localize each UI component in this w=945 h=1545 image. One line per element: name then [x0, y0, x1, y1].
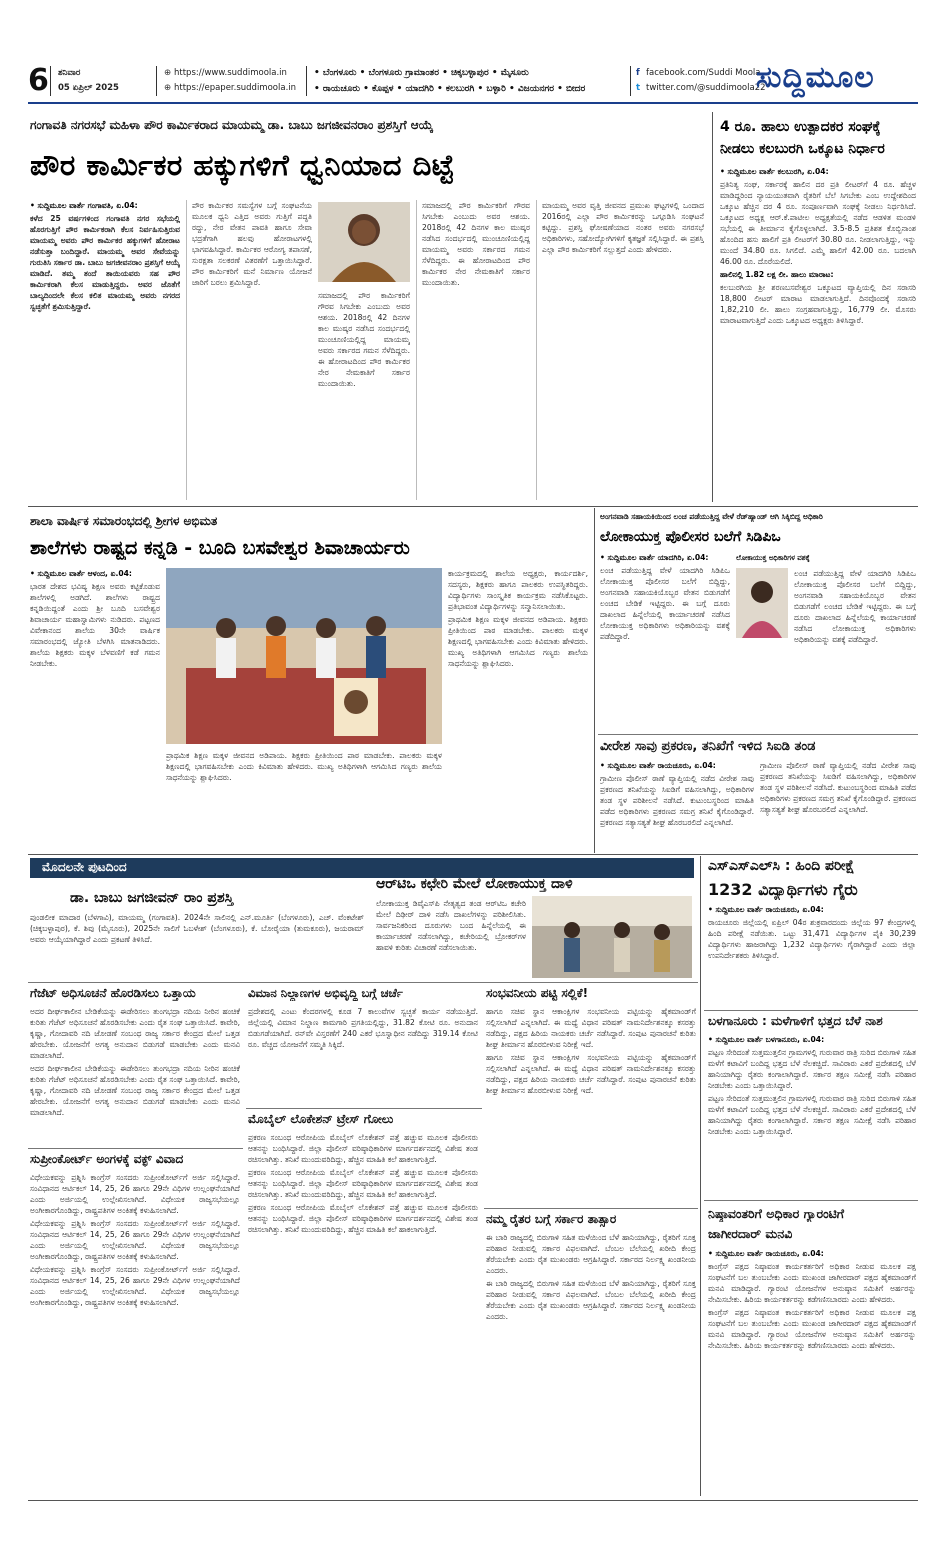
veeresh-headline: ವೀರೇಶ ಸಾವು ಪ್ರಕರಣ, ತನಿಖೆಗೆ ಇಳಿದ ಸಿಐಡಿ ತಂಡ — [600, 739, 816, 754]
district-list-1: • ಬೆಂಗಳೂರು • ಬೆಂಗಳೂರು ಗ್ರಾಮಾಂತರ • ಚಿಕ್ಕಬಳ್ಳಾಪುರ • ಮೈಸೂರು — [314, 68, 529, 78]
school-text-4: ಪ್ರಾಥಮಿಕ ಶಿಕ್ಷಣ ಮಕ್ಕಳ ಜೀವನದ ಅಡಿಪಾಯ. ಶಿಕ್ಷಕರು ಪ್ರೀತಿಯಿಂದ ಪಾಠ ಮಾಡಬೇಕು. ಪಾಲಕರು ಮಕ್ಕಳ ಶಿಕ್ಷಣದಲ್ಲಿ ಭಾಗವಹಿಸಬೇಕು ಎಂದು ಕಿವಿಮಾತು ಹೇಳಿದರು. ಮುಖ್ಯ ಅತಿಥಿಗಳಾಗಿ ಆಗಮಿಸಿದ ಗಣ್ಯರು ಶಾಲೆಯ ಸಾಧನೆಯನ್ನು ಶ್ಲಾಘಿಸಿದರು. — [448, 615, 588, 668]
newspaper-logo: ಸುದ್ದಿಮೂಲ — [756, 60, 875, 95]
rain-story — [708, 1034, 916, 1198]
column-rule — [186, 200, 187, 500]
section-rule — [28, 1148, 243, 1149]
school-text-1: ಭಾರತ ದೇಶದ ಭವಿಷ್ಯ ಶಿಕ್ಷಣ ಅವರು ಕಟ್ಟಿಕೊಡುವ ಶಾಲೆಗಳಲ್ಲಿ ಅಡಗಿದೆ. ಶಾಲೆಗಳು ರಾಷ್ಟ್ರದ ಕನ್ನಡಿಯಿದ್ದಂತೆ ಎಂದು ಶ್ರೀ ಬೂದಿ ಬಸವೇಶ್ವರ ಶಿವಾಚಾರ್ಯ ಮಹಾಸ್ವಾಮಿಗಳು ನುಡಿದರು. ಪಟ್ಟಣದ ವಿವೇಕಾನಂದ ಶಾಲೆಯ 30ನೇ ವಾರ್ಷಿಕ ಸಮಾರಂಭದಲ್ಲಿ ಜ್ಯೋತಿ ಬೆಳಗಿಸಿ ಮಾತನಾಡಿದರು. ಶಾಲೆಯ ಶಿಕ್ಷಕರು ಮಕ್ಕಳ ಬೆಳವಣಿಗೆ ಕಡೆ ಗಮನ ನೀಡಬೇಕು. — [30, 582, 160, 668]
continued-section-banner — [30, 858, 694, 878]
section-rule — [246, 1108, 482, 1109]
epaper-link[interactable]: https://epaper.suddimoola.in — [174, 83, 297, 93]
gazette-headline: ಗೆಜೆಟ್ ಅಧಿಸೂಚನೆ ಹೊರಡಿಸಲು ಒತ್ತಾಯ — [30, 986, 196, 1000]
school-column-1 — [30, 568, 160, 850]
raid-story — [376, 898, 526, 978]
lead-byline: • ಸುದ್ದಿಮೂಲ ವಾರ್ತೆ ಗಂಗಾವತಿ, ಏ.04: — [30, 201, 138, 210]
veeresh-text-2: ಗ್ರಾಮೀಣ ಪೊಲೀಸ್ ಠಾಣೆ ವ್ಯಾಪ್ತಿಯಲ್ಲಿ ನಡೆದ ವೀರೇಶ ಸಾವು ಪ್ರಕರಣದ ತನಿಖೆಯನ್ನು ಸಿಐಡಿಗೆ ವಹಿಸಲಾಗಿದ್ದು, ಅಧಿಕಾರಿಗಳ ತಂಡ ಸ್ಥಳ ಪರಿಶೀಲನೆ ನಡೆಸಿದೆ. ಕುಟುಂಬಸ್ಥರಿಂದ ಮಾಹಿತಿ ಪಡೆದ ಅಧಿಕಾರಿಗಳು ಪ್ರಕರಣದ ಸಮಗ್ರ ತನಿಖೆ ಕೈಗೊಂಡಿದ್ದಾರೆ. ಪ್ರಕರಣದ ಸತ್ಯಾಸತ್ಯತೆ ಶೀಘ್ರ ಹೊರಬರಲಿದೆ ಎನ್ನಲಾಗಿದೆ. — [760, 761, 916, 814]
jagir-text: ಕಾಂಗ್ರೆಸ್ ಪಕ್ಷದ ನಿಷ್ಠಾವಂತ ಕಾರ್ಯಕರ್ತರಿಗೆ ಅಧಿಕಾರ ನೀಡುವ ಮೂಲಕ ಪಕ್ಷ ಸಂಘಟನೆಗೆ ಬಲ ತುಂಬಬೇಕು ಎಂದು ಮುಖಂಡ ಜಾಗೀರದಾರ್ ಪಕ್ಷದ ಹೈಕಮಾಂಡ್‌ಗೆ ಮನವಿ ಮಾಡಿದ್ದಾರೆ. ಗ್ಯಾರಂಟಿ ಯೋಜನೆಗಳ ಅನುಷ್ಠಾನ ಸಮಿತಿಗೆ ಅರ್ಹರನ್ನು ನೇಮಿಸಬೇಕು. ಹಿರಿಯ ಕಾರ್ಯಕರ್ತರನ್ನು ಕಡೆಗಣಿಸಬಾರದು ಎಂದು ಹೇಳಿದರು. — [708, 1262, 916, 1304]
epaper-icon: ⊕ — [164, 83, 172, 93]
airport-story — [248, 1006, 478, 1106]
section-rule — [704, 1010, 918, 1011]
veeresh-story — [600, 760, 754, 850]
rain-text-2: ಪಟ್ಟಣ ಸೇರಿದಂತೆ ಸುತ್ತಮುತ್ತಲಿನ ಗ್ರಾಮಗಳಲ್ಲಿ ಗುರುವಾರ ರಾತ್ರಿ ಸುರಿದ ಬಿರುಗಾಳಿ ಸಹಿತ ಮಳೆಗೆ ಕಟಾವಿಗೆ ಬಂದಿದ್ದ ಭತ್ತದ ಬೆಳೆ ನೆಲಕಚ್ಚಿದೆ. ಸಾವಿರಾರು ಎಕರೆ ಪ್ರದೇಶದಲ್ಲಿ ಬೆಳೆ ಹಾನಿಯಾಗಿದ್ದು ರೈತರು ಕಂಗಾಲಾಗಿದ್ದಾರೆ. ಸರ್ಕಾರ ತಕ್ಷಣ ಸಮೀಕ್ಷೆ ನಡೆಸಿ ಪರಿಹಾರ ನೀಡಬೇಕು ಎಂದು ಒತ್ತಾಯಿಸಿದ್ದಾರೆ. — [708, 1094, 916, 1136]
lokayukta-text-2: ಲಂಚ ಪಡೆಯುತ್ತಿದ್ದ ವೇಳೆ ಯಾದಗಿರಿ ಸಿಡಿಪಿಒ ಲೋಕಾಯುಕ್ತ ಪೊಲೀಸರ ಬಲೆಗೆ ಬಿದ್ದಿದ್ದು, ಅಂಗನವಾಡಿ ಸಹಾಯಕಿಯೊಬ್ಬರ ವೇತನ ಬಿಡುಗಡೆಗೆ ಲಂಚದ ಬೇಡಿಕೆ ಇಟ್ಟಿದ್ದರು. ಈ ಬಗ್ಗೆ ದೂರು ದಾಖಲಾದ ಹಿನ್ನೆಲೆಯಲ್ಲಿ ಕಾರ್ಯಾಚರಣೆ ನಡೆಸಿದ ಲೋಕಾಯುಕ್ತ ಅಧಿಕಾರಿಗಳು ಅಧಿಕಾರಿಯನ್ನು ವಶಕ್ಕೆ ಪಡೆದಿದ್ದಾರೆ. — [794, 569, 916, 644]
school-kicker: ಶಾಲಾ ವಾರ್ಷಿಕ ಸಮಾರಂಭದಲ್ಲಿ ಶ್ರೀಗಳ ಅಭಿಮತ — [30, 514, 218, 528]
lead-text-3: ಸಮಾಜದಲ್ಲಿ ಪೌರ ಕಾರ್ಮಿಕರಿಗೆ ಗೌರವ ಸಿಗಬೇಕು ಎಂಬುದು ಅವರ ಆಶಯ. 2018ರಲ್ಲಿ 42 ದಿನಗಳ ಕಾಲ ಮುಷ್ಕರ ನಡೆಸಿದ ಸಂದರ್ಭದಲ್ಲಿ ಮುಂಚೂಣಿಯಲ್ಲಿದ್ದ ಮಾಯಮ್ಮ ಅವರು ಸರ್ಕಾರದ ಗಮನ ಸೆಳೆದಿದ್ದರು. ಈ ಹೋರಾಟದಿಂದ ಪೌರ ಕಾರ್ಮಿಕರ ನೇರ ನೇಮಕಾತಿಗೆ ಸರ್ಕಾರ ಮುಂದಾಯಿತು. — [318, 291, 410, 388]
mobile-text: ಪ್ರಕರಣ ಸಂಬಂಧ ಆರೋಪಿಯ ಮೊಬೈಲ್ ಲೊಕೇಶನ್ ಪತ್ತೆ ಹಚ್ಚುವ ಮೂಲಕ ಪೊಲೀಸರು ಆತನನ್ನು ಬಂಧಿಸಿದ್ದಾರೆ. ಜಿಲ್ಲಾ ಪೊಲೀಸ್ ವರಿಷ್ಠಾಧಿಕಾರಿಗಳ ಮಾರ್ಗದರ್ಶನದಲ್ಲಿ ವಿಶೇಷ ತಂಡ ರಚಿಸಲಾಗಿತ್ತು. ತನಿಖೆ ಮುಂದುವರಿದಿದ್ದು, ಹೆಚ್ಚಿನ ಮಾಹಿತಿ ಕಲೆ ಹಾಕಲಾಗುತ್ತಿದೆ. — [248, 1133, 478, 1164]
section-divider — [594, 508, 595, 853]
airport-headline: ವಿಮಾನ ನಿಲ್ದಾಣಗಳ ಅಭಿವೃದ್ಧಿ ಬಗ್ಗೆ ಚರ್ಚೆ — [248, 986, 403, 1000]
school-text-2: ಪ್ರಾಥಮಿಕ ಶಿಕ್ಷಣ ಮಕ್ಕಳ ಜೀವನದ ಅಡಿಪಾಯ. ಶಿಕ್ಷಕರು ಪ್ರೀತಿಯಿಂದ ಪಾಠ ಮಾಡಬೇಕು. ಪಾಲಕರು ಮಕ್ಕಳ ಶಿಕ್ಷಣದಲ್ಲಿ ಭಾಗವಹಿಸಬೇಕು ಎಂದು ಕಿವಿಮಾತು ಹೇಳಿದರು. ಮುಖ್ಯ ಅತಿಥಿಗಳಾಗಿ ಆಗಮಿಸಿದ ಗಣ್ಯರು ಶಾಲೆಯ ಸಾಧನೆಯನ್ನು ಶ್ಲಾಘಿಸಿದರು. — [166, 751, 442, 782]
jagir-text-2: ಕಾಂಗ್ರೆಸ್ ಪಕ್ಷದ ನಿಷ್ಠಾವಂತ ಕಾರ್ಯಕರ್ತರಿಗೆ ಅಧಿಕಾರ ನೀಡುವ ಮೂಲಕ ಪಕ್ಷ ಸಂಘಟನೆಗೆ ಬಲ ತುಂಬಬೇಕು ಎಂದು ಮುಖಂಡ ಜಾಗೀರದಾರ್ ಪಕ್ಷದ ಹೈಕಮಾಂಡ್‌ಗೆ ಮನವಿ ಮಾಡಿದ್ದಾರೆ. ಗ್ಯಾರಂಟಿ ಯೋಜನೆಗಳ ಅನುಷ್ಠಾನ ಸಮಿತಿಗೆ ಅರ್ಹರನ್ನು ನೇಮಿಸಬೇಕು. ಹಿರಿಯ ಕಾರ್ಯಕರ್ತರನ್ನು ಕಡೆಗಣಿಸಬಾರದು ಎಂದು ಹೇಳಿದರು. — [708, 1308, 916, 1350]
continued-section-label: ಮೊದಲನೇ ಪುಟದಿಂದ — [42, 860, 127, 874]
sslc-headline-1: ಎಸ್‌ಎಸ್‌ಎಲ್‌ಸಿ : ಹಿಂದಿ ಪರೀಕ್ಷೆ — [708, 858, 855, 874]
raid-text: ಲೋಕಾಯುಕ್ತ ಡಿವೈಎಸ್‌ಪಿ ನೇತೃತ್ವದ ತಂಡ ಆರ್‌ಟಿಒ ಕಚೇರಿ ಮೇಲೆ ದಿಢೀರ್ ದಾಳಿ ನಡೆಸಿ ದಾಖಲೆಗಳನ್ನು ಪರಿಶೀಲಿಸಿತು. ಸಾರ್ವಜನಿಕರಿಂದ ದೂರುಗಳು ಬಂದ ಹಿನ್ನೆಲೆಯಲ್ಲಿ ಈ ಕಾರ್ಯಾಚರಣೆ ನಡೆಸಲಾಗಿದ್ದು, ಕಚೇರಿಯಲ್ಲಿ ಬ್ರೋಕರ್‌ಗಳ ಹಾವಳಿ ಕುರಿತು ವಿಚಾರಣೆ ನಡೆಸಲಾಯಿತು. — [376, 899, 526, 952]
column-rule — [536, 200, 537, 500]
lead-column-5 — [542, 200, 704, 500]
milk-subhead: ಹಾಲಿನಲ್ಲಿ 1.82 ಲಕ್ಷ ಲೀ. ಹಾಲು ಮಾರಾಟ: — [720, 270, 834, 279]
veeresh-text: ಗ್ರಾಮೀಣ ಪೊಲೀಸ್ ಠಾಣೆ ವ್ಯಾಪ್ತಿಯಲ್ಲಿ ನಡೆದ ವೀರೇಶ ಸಾವು ಪ್ರಕರಣದ ತನಿಖೆಯನ್ನು ಸಿಐಡಿಗೆ ವಹಿಸಲಾಗಿದ್ದು, ಅಧಿಕಾರಿಗಳ ತಂಡ ಸ್ಥಳ ಪರಿಶೀಲನೆ ನಡೆಸಿದೆ. ಕುಟುಂಬಸ್ಥರಿಂದ ಮಾಹಿತಿ ಪಡೆದ ಅಧಿಕಾರಿಗಳು ಪ್ರಕರಣದ ಸಮಗ್ರ ತನಿಖೆ ಕೈಗೊಂಡಿದ್ದಾರೆ. ಪ್ರಕರಣದ ಸತ್ಯಾಸತ್ಯತೆ ಶೀಘ್ರ ಹೊರಬರಲಿದೆ ಎನ್ನಲಾಗಿದೆ. — [600, 774, 754, 827]
page-day: ಶನಿವಾರ — [58, 68, 81, 78]
school-column-3 — [448, 568, 588, 850]
mobile-headline: ಮೊಬೈಲ್ ಲೊಕೇಶನ್ ಟ್ರೇಸ್ ಗೋಲು — [248, 1112, 394, 1126]
award-text: ಪುಂಡಲೀಕ ಮಾದಾರ (ಬೆಳಗಾವಿ), ಮಾಯಮ್ಮ (ಗಂಗಾವತಿ). 2024ನೇ ಸಾಲಿನಲ್ಲಿ ಎನ್.ಮೂರ್ತಿ (ಬೆಂಗಳೂರು), ಎಚ್. ವೆಂಕಟೇಶ್ (ಚಿಕ್ಕಬಳ್ಳಾಪುರ), ಕೆ. ಶಿವು (ಮೈಸೂರು), 2025ನೇ ಸಾಲಿಗೆ ಓಬಳೇಶ್ (ಬೆಂಗಳೂರು), ಕೆ. ಬೋರೈಯಾ (ತುಮಕೂರು), ಜಯರಾಮ್ ಅವರು ಆಯ್ಕೆಯಾಗಿದ್ದಾರೆ ಎಂದು ಪ್ರಕಟಣೆ ತಿಳಿಸಿದೆ. — [30, 913, 364, 944]
section-rule — [28, 854, 918, 855]
lokayukta-byline: • ಸುದ್ದಿಮೂಲ ವಾರ್ತೆ ಯಾದಗಿರಿ, ಏ.04: — [600, 553, 709, 562]
farmers-text: ಈ ಬಾರಿ ರಾಜ್ಯದಲ್ಲಿ ಬಿರುಗಾಳಿ ಸಹಿತ ಮಳೆಯಿಂದ ಬೆಳೆ ಹಾನಿಯಾಗಿದ್ದು, ರೈತರಿಗೆ ಸೂಕ್ತ ಪರಿಹಾರ ನೀಡುವಲ್ಲಿ ಸರ್ಕಾರ ವಿಫಲವಾಗಿದೆ. ಬೆಂಬಲ ಬೆಲೆಯಲ್ಲಿ ಖರೀದಿ ಕೇಂದ್ರ ತೆರೆಯಬೇಕು ಎಂದು ರೈತ ಮುಖಂಡರು ಆಗ್ರಹಿಸಿದ್ದಾರೆ. ಸರ್ಕಾರದ ನಿರ್ಲಕ್ಷ್ಯ ಖಂಡನೀಯ ಎಂದರು. — [486, 1233, 696, 1275]
lead-text-5: ಮಾಯಮ್ಮ ಅವರ ವೃತ್ತಿ ಜೀವನದ ಪ್ರಮುಖ ಘಟ್ಟಗಳಲ್ಲಿ ಒಂದಾದ 2016ರಲ್ಲಿ ಎಲ್ಲಾ ಪೌರ ಕಾರ್ಮಿಕರನ್ನು ಒಗ್ಗೂಡಿಸಿ ಸಂಘಟನೆ ಕಟ್ಟಿದ್ದು. ಪ್ರಶಸ್ತಿ ಘೋಷಣೆಯಾದ ನಂತರ ಅವರು ನಗರಸಭೆ ಅಧಿಕಾರಿಗಳು, ಸಹೋದ್ಯೋಗಿಗಳಿಗೆ ಕೃತಜ್ಞತೆ ಸಲ್ಲಿಸಿದ್ದಾರೆ. ಈ ಪ್ರಶಸ್ತಿ ಎಲ್ಲಾ ಪೌರ ಕಾರ್ಮಿಕರಿಗೆ ಸಲ್ಲುತ್ತದೆ ಎಂದು ಹೇಳಿದರು. — [542, 201, 704, 254]
farmers-headline: ನಮ್ಮ ರೈತರ ಬಗ್ಗೆ ಸರ್ಕಾರ ತಾತ್ಸಾರ — [486, 1212, 617, 1226]
portrait-image — [318, 202, 410, 282]
lokayukta-story-cont — [794, 568, 916, 732]
masthead-rule — [28, 102, 918, 104]
raid-photo — [532, 896, 692, 978]
section-divider — [712, 112, 713, 502]
award-headline: ಡಾ. ಬಾಬು ಜಗಜೀವನ್ ರಾಂ ಪ್ರಶಸ್ತಿ — [70, 890, 234, 906]
gazette-story — [30, 1006, 240, 1146]
lead-text-1: ಕಳೆದ 25 ವರ್ಷಗಳಿಂದ ಗಂಗಾವತಿ ನಗರ ಸಭೆಯಲ್ಲಿ ಹೊರಗುತ್ತಿಗೆ ಪೌರ ಕಾರ್ಮಿಕರಾಗಿ ಕೆಲಸ ನಿರ್ವಹಿಸುತ್ತಿರುವ ಮಾಯಮ್ಮ ಅವರು ಪೌರ ಕಾರ್ಮಿಕರ ಹಕ್ಕುಗಳಿಗೆ ಹೋರಾಟ ನಡೆಸುತ್ತಾ ಬಂದಿದ್ದಾರೆ. ಮಾಯಮ್ಮ ಅವರ ಸೇವೆಯನ್ನು ಗುರುತಿಸಿ ಸರ್ಕಾರ ಡಾ. ಬಾಬು ಜಗಜೀವನರಾಂ ಪ್ರಶಸ್ತಿಗೆ ಆಯ್ಕೆ ಮಾಡಿದೆ. ತಮ್ಮ ತಂದೆ ತಾಯಿಯವರು ಸಹ ಪೌರ ಕಾರ್ಮಿಕರಾಗಿ ಕೆಲಸ ಮಾಡುತ್ತಿದ್ದರು. ಅವರ ಜೊತೆಗೆ ಬಾಲ್ಯದಿಂದಲೇ ಕೆಲಸ ಕಲಿತ ಮಾಯಮ್ಮ ಅವರು ನಗರದ ಸ್ವಚ್ಛತೆಗೆ ಶ್ರಮಿಸುತ್ತಿದ್ದಾರೆ. — [30, 214, 180, 311]
raid-headline: ಆರ್‌ಟಿಒ ಕಛೇರಿ ಮೇಲೆ ಲೋಕಾಯುಕ್ತ ದಾಳಿ — [376, 876, 573, 892]
twitter-link[interactable]: twitter.com/@suddimoola22 — [646, 83, 766, 93]
lokayukta-kicker: ಅಂಗನವಾಡಿ ಸಹಾಯಕಿಯಿಂದ ಲಂಚ ಪಡೆಯುತ್ತಿದ್ದ ವೇಳೆ ರೆಡ್‌ಹ್ಯಾಂಡ್ ಆಗಿ ಸಿಕ್ಕಿಬಿದ್ದ ಅಧಿಕಾರಿ — [600, 512, 823, 521]
waqf-text-3: ವಿಧೇಯಕವನ್ನು ಪ್ರಶ್ನಿಸಿ ಕಾಂಗ್ರೆಸ್ ಸಂಸದರು ಸುಪ್ರೀಂಕೋರ್ಟ್‌ಗೆ ಅರ್ಜಿ ಸಲ್ಲಿಸಿದ್ದಾರೆ. ಸಂವಿಧಾನದ ಆರ್ಟಿಕಲ್ 14, 25, 26 ಹಾಗೂ 29ನೇ ವಿಧಿಗಳ ಉಲ್ಲಂಘನೆಯಾಗಿದೆ ಎಂದು ಅರ್ಜಿಯಲ್ಲಿ ಉಲ್ಲೇಖಿಸಲಾಗಿದೆ. ವಿಧೇಯಕ ರಾಜ್ಯಸಭೆಯಲ್ಲೂ ಅಂಗೀಕಾರಗೊಂಡಿದ್ದು, ರಾಷ್ಟ್ರಪತಿಗಳ ಅಂಕಿತಕ್ಕೆ ಕಳುಹಿಸಲಾಗಿದೆ. — [30, 1265, 240, 1307]
cdpo-portrait — [736, 568, 788, 638]
milk-story — [720, 166, 916, 500]
lead-kicker: ಗಂಗಾವತಿ ನಗರಸಭೆ ಮಹಿಳಾ ಪೌರ ಕಾರ್ಮಿಕರಾದ ಮಾಯಮ್ಮ ಡಾ. ಬಾಬು ಜಗಜೀವನರಾಂ ಪ್ರಶಸ್ತಿಗೆ ಆಯ್ಕೆ — [30, 118, 434, 132]
divider — [156, 66, 157, 96]
lead-headline: ಪೌರ ಕಾರ್ಮಿಕರ ಹಕ್ಕುಗಳಿಗೆ ಧ್ವನಿಯಾದ ದಿಟ್ಟೆ — [30, 148, 455, 182]
lead-column-3 — [318, 290, 410, 500]
school-event-photo — [166, 568, 442, 744]
section-rule — [598, 734, 918, 735]
page-number-divider — [50, 66, 51, 96]
lead-column-1 — [30, 200, 180, 500]
jagir-byline: • ಸುದ್ದಿಮೂಲ ವಾರ್ತೆ ರಾಯಚೂರು, ಏ.04: — [708, 1249, 824, 1258]
milk-text: ಪ್ರತಿನಿತ್ಯ ಸಂಘ, ಸರ್ಕಾರಕ್ಕೆ ಹಾಲಿನ ದರ ಪ್ರತಿ ಲೀಟರ್‌ಗೆ 4 ರೂ. ಹೆಚ್ಚಳ ಮಾಡಿದ್ದರಿಂದ ನ್ಯಾಯಯುತವಾಗಿ ರೈತರಿಗೆ ಬೆಲೆ ಸಿಗಬೇಕು ಎಂಬ ಉದ್ದೇಶದಿಂದ ಒಕ್ಕೂಟ ಹೆಚ್ಚಿನ ದರ 4 ರೂ. ಸಂಪೂರ್ಣವಾಗಿ ಸಂಘಕ್ಕೆ ನೀಡಲು ನಿರ್ಧರಿಸಿದೆ. ಒಕ್ಕೂಟದ ಅಧ್ಯಕ್ಷ ಆರ್.ಕೆ.ಪಾಟೀಲ ಅಧ್ಯಕ್ಷತೆಯಲ್ಲಿ ನಡೆದ ಆಡಳಿತ ಮಂಡಳಿ ಸಭೆಯಲ್ಲಿ ಈ ತೀರ್ಮಾನ ಕೈಗೊಳ್ಳಲಾಗಿದೆ. 3.5-8.5 ಪ್ರತಿಶತ ಕೊಬ್ಬಿನಾಂಶ ಹೊಂದಿದ ಹಸು ಹಾಲಿಗೆ ಪ್ರತಿ ಲೀಟರ್‌ಗೆ 30.80 ರೂ. ನೀಡಲಾಗುತ್ತಿದ್ದು, ಇನ್ನು ಮುಂದೆ 34.80 ರೂ. ಸಿಗಲಿದೆ. ಎಮ್ಮೆ ಹಾಲಿಗೆ 42.00 ರೂ. ಬದಲಾಗಿ 46.00 ರೂ. ದೊರೆಯಲಿದೆ. — [720, 180, 916, 266]
facebook-icon: f — [636, 68, 640, 78]
veeresh-story-cont — [760, 760, 916, 850]
lead-column-2 — [192, 200, 312, 500]
jagir-headline-1: ನಿಷ್ಠಾವಂತರಿಗೆ ಅಧಿಕಾರ ಗ್ಯಾರಂಟಿಗೆ — [708, 1206, 845, 1221]
rain-text: ಪಟ್ಟಣ ಸೇರಿದಂತೆ ಸುತ್ತಮುತ್ತಲಿನ ಗ್ರಾಮಗಳಲ್ಲಿ ಗುರುವಾರ ರಾತ್ರಿ ಸುರಿದ ಬಿರುಗಾಳಿ ಸಹಿತ ಮಳೆಗೆ ಕಟಾವಿಗೆ ಬಂದಿದ್ದ ಭತ್ತದ ಬೆಳೆ ನೆಲಕಚ್ಚಿದೆ. ಸಾವಿರಾರು ಎಕರೆ ಪ್ರದೇಶದಲ್ಲಿ ಬೆಳೆ ಹಾನಿಯಾಗಿದ್ದು ರೈತರು ಕಂಗಾಲಾಗಿದ್ದಾರೆ. ಸರ್ಕಾರ ತಕ್ಷಣ ಸಮೀಕ್ಷೆ ನಡೆಸಿ ಪರಿಹಾರ ನೀಡಬೇಕು ಎಂದು ಒತ್ತಾಯಿಸಿದ್ದಾರೆ. — [708, 1048, 916, 1090]
event-stage-image — [166, 568, 442, 744]
section-rule — [484, 1208, 698, 1209]
airport-text: ಪ್ರದೇಶದಲ್ಲಿ ಎಂಟು ಕೆಂದರಗಳಲ್ಲಿ ಕೂಡ 7 ಕಾಲುವೆಗಳ ಸ್ವಚ್ಛತೆ ಕಾರ್ಯ ನಡೆಯುತ್ತಿದೆ. ಜಿಲ್ಲೆಯಲ್ಲಿ ವಿಮಾನ ನಿಲ್ದಾಣ ಕಾಮಗಾರಿ ಪ್ರಗತಿಯಲ್ಲಿದ್ದು, 31.82 ಕೋಟಿ ರೂ. ಅನುದಾನ ಬಿಡುಗಡೆಯಾಗಿದೆ. ರನ್‌ವೇ ವಿಸ್ತರಣೆಗೆ 240 ಎಕರೆ ಭೂಸ್ವಾಧೀನ ನಡೆದಿದ್ದು 319.14 ಕೋಟಿ ರೂ. ವೆಚ್ಚದ ಯೋಜನೆಗೆ ಸಮ್ಮತಿ ಸಿಕ್ಕಿದೆ. — [248, 1007, 478, 1049]
sslc-byline: • ಸುದ್ದಿಮೂಲ ವಾರ್ತೆ ರಾಯಚೂರು, ಏ.04: — [708, 905, 824, 914]
mayamma-photo — [318, 202, 410, 282]
sslc-headline-2: 1232 ವಿದ್ಯಾರ್ಥಿಗಳು ಗೈರು — [708, 880, 858, 899]
divider — [630, 66, 631, 96]
masthead — [28, 62, 918, 100]
list-text: ಹಾಗೂ ಸಚಿವ ಸ್ಥಾನ ಆಕಾಂಕ್ಷಿಗಳ ಸಂಭವನೀಯ ಪಟ್ಟಿಯನ್ನು ಹೈಕಮಾಂಡ್‌ಗೆ ಸಲ್ಲಿಸಲಾಗಿದೆ ಎನ್ನಲಾಗಿದೆ. ಈ ಮಧ್ಯೆ ವಿಧಾನ ಪರಿಷತ್ ನಾಮನಿರ್ದೇಶನಕ್ಕೂ ಕಸರತ್ತು ನಡೆದಿದ್ದು, ಪಕ್ಷದ ಹಿರಿಯ ನಾಯಕರು ಚರ್ಚೆ ನಡೆಸಿದ್ದಾರೆ. ಸಂಪುಟ ಪುನಾರಚನೆ ಕುರಿತು ಶೀಘ್ರ ತೀರ್ಮಾನ ಹೊರಬೀಳುವ ನಿರೀಕ್ಷೆ ಇದೆ. — [486, 1007, 696, 1049]
page-number: 6 — [28, 63, 49, 98]
gazette-text: ಅದರ ದೀರ್ಘಕಾಲೀನ ಬೇಡಿಕೆಯನ್ನು ಈಡೇರಿಸಲು ತುಂಗಭದ್ರಾ ನದಿಯ ನೀರಿನ ಹಂಚಿಕೆ ಕುರಿತು ಗೆಜೆಟ್ ಅಧಿಸೂಚನೆ ಹೊರಡಿಸಬೇಕು ಎಂದು ರೈತ ಸಂಘ ಒತ್ತಾಯಿಸಿದೆ. ಕಾವೇರಿ, ಕೃಷ್ಣಾ, ಗೋದಾವರಿ ನದಿ ಜೋಡಣೆ ಸಂಬಂಧ ರಾಜ್ಯ ಸರ್ಕಾರ ಕೇಂದ್ರದ ಮೇಲೆ ಒತ್ತಡ ಹೇರಬೇಕು. ಯೋಜನೆಗೆ ಅಗತ್ಯ ಅನುದಾನ ಬಿಡುಗಡೆ ಮಾಡಬೇಕು ಎಂದು ಮನವಿ ಮಾಡಲಾಗಿದೆ. — [30, 1007, 240, 1060]
column-rule — [416, 200, 417, 500]
rain-byline: • ಸುದ್ದಿಮೂಲ ವಾರ್ತೆ ಬಳಗಾನೂರು, ಏ.04: — [708, 1035, 825, 1044]
farmers-story — [486, 1232, 696, 1496]
cdpo-caption: ಲೋಕಾಯುಕ್ತ ಅಧಿಕಾರಿಗಳ ವಶಕ್ಕೆ — [736, 554, 810, 562]
globe-icon: ⊕ — [164, 68, 172, 78]
lokayukta-story — [600, 552, 730, 732]
milk-text-2: ಕಲಬುರಗಿಯ ಶ್ರೀ ಶರಣಬಸವೇಶ್ವರ ಒಕ್ಕೂಟದ ವ್ಯಾಪ್ತಿಯಲ್ಲಿ ದಿನ ಸರಾಸರಿ 18,800 ಲೀಟರ್ ಮಾರಾಟ ಮಾಡಲಾಗುತ್ತಿದೆ. ದಿನವೊಂದಕ್ಕೆ ಸರಾಸರಿ 1,82,210 ಲೀ. ಹಾಲು ಸಂಗ್ರಹವಾಗುತ್ತಿದ್ದು, 16,779 ಲೀ. ಮೊಸರು ಮಾರಾಟವಾಗುತ್ತಿದೆ ಎಂದು ಒಕ್ಕೂಟದ ಅಧ್ಯಕ್ಷರು ತಿಳಿಸಿದ್ದಾರೆ. — [720, 283, 916, 325]
school-text-3: ಕಾರ್ಯಕ್ರಮದಲ್ಲಿ ಶಾಲೆಯ ಅಧ್ಯಕ್ಷರು, ಕಾರ್ಯದರ್ಶಿ, ಸದಸ್ಯರು, ಶಿಕ್ಷಕರು ಹಾಗೂ ಪಾಲಕರು ಉಪಸ್ಥಿತರಿದ್ದರು. ವಿದ್ಯಾರ್ಥಿಗಳು ಸಾಂಸ್ಕೃತಿಕ ಕಾರ್ಯಕ್ರಮ ನಡೆಸಿಕೊಟ್ಟರು. ಪ್ರತಿಭಾವಂತ ವಿದ್ಯಾರ್ಥಿಗಳನ್ನು ಸನ್ಮಾನಿಸಲಾಯಿತು. — [448, 569, 588, 611]
milk-byline: • ಸುದ್ದಿಮೂಲ ವಾರ್ತೆ ಕಲಬುರಗಿ, ಏ.04: — [720, 167, 829, 176]
website-link[interactable]: https://www.suddimoola.in — [174, 68, 287, 78]
cdpo-photo — [736, 568, 788, 638]
divider — [306, 66, 307, 96]
milk-headline-1: 4 ರೂ. ಹಾಲು ಉತ್ಪಾದಕರ ಸಂಘಕ್ಕೆ — [720, 119, 881, 135]
veeresh-byline: • ಸುದ್ದಿಮೂಲ ವಾರ್ತೆ ರಾಯಚೂರು, ಏ.04: — [600, 761, 716, 770]
lead-column-4 — [422, 200, 530, 500]
district-list-2: • ರಾಯಚೂರು • ಕೊಪ್ಪಳ • ಯಾದಗಿರಿ • ಕಲಬುರಗಿ • ಬಳ್ಳಾರಿ • ವಿಜಯನಗರ • ಬೀದರ — [314, 84, 586, 94]
raid-office-image — [532, 896, 692, 978]
jagir-headline-2: ಜಾಗೀರದಾರ್ ಮನವಿ — [708, 1226, 793, 1241]
list-text-2: ಹಾಗೂ ಸಚಿವ ಸ್ಥಾನ ಆಕಾಂಕ್ಷಿಗಳ ಸಂಭವನೀಯ ಪಟ್ಟಿಯನ್ನು ಹೈಕಮಾಂಡ್‌ಗೆ ಸಲ್ಲಿಸಲಾಗಿದೆ ಎನ್ನಲಾಗಿದೆ. ಈ ಮಧ್ಯೆ ವಿಧಾನ ಪರಿಷತ್ ನಾಮನಿರ್ದೇಶನಕ್ಕೂ ಕಸರತ್ತು ನಡೆದಿದ್ದು, ಪಕ್ಷದ ಹಿರಿಯ ನಾಯಕರು ಚರ್ಚೆ ನಡೆಸಿದ್ದಾರೆ. ಸಂಪುಟ ಪುನಾರಚನೆ ಕುರಿತು ಶೀಘ್ರ ತೀರ್ಮಾನ ಹೊರಬೀಳುವ ನಿರೀಕ್ಷೆ ಇದೆ. — [486, 1053, 696, 1095]
section-rule — [28, 982, 698, 983]
twitter-icon: t — [636, 83, 641, 93]
page-bottom-rule — [28, 1500, 918, 1501]
mobile-text-2: ಪ್ರಕರಣ ಸಂಬಂಧ ಆರೋಪಿಯ ಮೊಬೈಲ್ ಲೊಕೇಶನ್ ಪತ್ತೆ ಹಚ್ಚುವ ಮೂಲಕ ಪೊಲೀಸರು ಆತನನ್ನು ಬಂಧಿಸಿದ್ದಾರೆ. ಜಿಲ್ಲಾ ಪೊಲೀಸ್ ವರಿಷ್ಠಾಧಿಕಾರಿಗಳ ಮಾರ್ಗದರ್ಶನದಲ್ಲಿ ವಿಶೇಷ ತಂಡ ರಚಿಸಲಾಗಿತ್ತು. ತನಿಖೆ ಮುಂದುವರಿದಿದ್ದು, ಹೆಚ್ಚಿನ ಮಾಹಿತಿ ಕಲೆ ಹಾಕಲಾಗುತ್ತಿದೆ. — [248, 1168, 478, 1199]
lokayukta-headline: ಲೋಕಾಯುಕ್ತ ಪೊಲೀಸರ ಬಲೆಗೆ ಸಿಡಿಪಿಒ — [600, 529, 781, 545]
waqf-story — [30, 1172, 240, 1496]
waqf-text-2: ವಿಧೇಯಕವನ್ನು ಪ್ರಶ್ನಿಸಿ ಕಾಂಗ್ರೆಸ್ ಸಂಸದರು ಸುಪ್ರೀಂಕೋರ್ಟ್‌ಗೆ ಅರ್ಜಿ ಸಲ್ಲಿಸಿದ್ದಾರೆ. ಸಂವಿಧಾನದ ಆರ್ಟಿಕಲ್ 14, 25, 26 ಹಾಗೂ 29ನೇ ವಿಧಿಗಳ ಉಲ್ಲಂಘನೆಯಾಗಿದೆ ಎಂದು ಅರ್ಜಿಯಲ್ಲಿ ಉಲ್ಲೇಖಿಸಲಾಗಿದೆ. ವಿಧೇಯಕ ರಾಜ್ಯಸಭೆಯಲ್ಲೂ ಅಂಗೀಕಾರಗೊಂಡಿದ್ದು, ರಾಷ್ಟ್ರಪತಿಗಳ ಅಂಕಿತಕ್ಕೆ ಕಳುಹಿಸಲಾಗಿದೆ. — [30, 1219, 240, 1261]
lead-text-4: ಸಮಾಜದಲ್ಲಿ ಪೌರ ಕಾರ್ಮಿಕರಿಗೆ ಗೌರವ ಸಿಗಬೇಕು ಎಂಬುದು ಅವರ ಆಶಯ. 2018ರಲ್ಲಿ 42 ದಿನಗಳ ಕಾಲ ಮುಷ್ಕರ ನಡೆಸಿದ ಸಂದರ್ಭದಲ್ಲಿ ಮುಂಚೂಣಿಯಲ್ಲಿದ್ದ ಮಾಯಮ್ಮ ಅವರು ಸರ್ಕಾರದ ಗಮನ ಸೆಳೆದಿದ್ದರು. ಈ ಹೋರಾಟದಿಂದ ಪೌರ ಕಾರ್ಮಿಕರ ನೇರ ನೇಮಕಾತಿಗೆ ಸರ್ಕಾರ ಮುಂದಾಯಿತು. — [422, 201, 530, 287]
school-headline: ಶಾಲೆಗಳು ರಾಷ್ಟ್ರದ ಕನ್ನಡಿ - ಬೂದಿ ಬಸವೇಶ್ವರ ಶಿವಾಚಾರ್ಯರು — [30, 537, 410, 559]
page-date: 05 ಏಪ್ರಿಲ್ 2025 — [58, 83, 119, 93]
mobile-text-3: ಪ್ರಕರಣ ಸಂಬಂಧ ಆರೋಪಿಯ ಮೊಬೈಲ್ ಲೊಕೇಶನ್ ಪತ್ತೆ ಹಚ್ಚುವ ಮೂಲಕ ಪೊಲೀಸರು ಆತನನ್ನು ಬಂಧಿಸಿದ್ದಾರೆ. ಜಿಲ್ಲಾ ಪೊಲೀಸ್ ವರಿಷ್ಠಾಧಿಕಾರಿಗಳ ಮಾರ್ಗದರ್ಶನದಲ್ಲಿ ವಿಶೇಷ ತಂಡ ರಚಿಸಲಾಗಿತ್ತು. ತನಿಖೆ ಮುಂದುವರಿದಿದ್ದು, ಹೆಚ್ಚಿನ ಮಾಹಿತಿ ಕಲೆ ಹಾಕಲಾಗುತ್ತಿದೆ. — [248, 1203, 478, 1234]
award-story — [30, 912, 364, 978]
school-byline: • ಸುದ್ದಿಮೂಲ ವಾರ್ತೆ ಆಳಂದ, ಏ.04: — [30, 569, 132, 578]
sslc-story — [708, 904, 916, 1008]
lead-text-2: ಪೌರ ಕಾರ್ಮಿಕರ ಸಮಸ್ಯೆಗಳ ಬಗ್ಗೆ ಸಂಘಟನೆಯ ಮೂಲಕ ಧ್ವನಿ ಎತ್ತಿದ ಅವರು ಗುತ್ತಿಗೆ ಪದ್ಧತಿ ರದ್ದು, ನೇರ ವೇತನ ಪಾವತಿ ಹಾಗೂ ಸೇವಾ ಭದ್ರತೆಗಾಗಿ ಹಲವು ಹೋರಾಟಗಳಲ್ಲಿ ಭಾಗವಹಿಸಿದ್ದಾರೆ. ಕಾರ್ಮಿಕರ ಆರೋಗ್ಯ ತಪಾಸಣೆ, ಸುರಕ್ಷತಾ ಸಲಕರಣೆ ವಿತರಣೆಗೆ ಒತ್ತಾಯಿಸಿದ್ದಾರೆ. ಪೌರ ಕಾರ್ಮಿಕರಿಗೆ ಮನೆ ನಿರ್ಮಾಣ ಯೋಜನೆ ಜಾರಿಗೆ ಬರಲು ಶ್ರಮಿಸಿದ್ದಾರೆ. — [192, 201, 312, 287]
farmers-text-2: ಈ ಬಾರಿ ರಾಜ್ಯದಲ್ಲಿ ಬಿರುಗಾಳಿ ಸಹಿತ ಮಳೆಯಿಂದ ಬೆಳೆ ಹಾನಿಯಾಗಿದ್ದು, ರೈತರಿಗೆ ಸೂಕ್ತ ಪರಿಹಾರ ನೀಡುವಲ್ಲಿ ಸರ್ಕಾರ ವಿಫಲವಾಗಿದೆ. ಬೆಂಬಲ ಬೆಲೆಯಲ್ಲಿ ಖರೀದಿ ಕೇಂದ್ರ ತೆರೆಯಬೇಕು ಎಂದು ರೈತ ಮುಖಂಡರು ಆಗ್ರಹಿಸಿದ್ದಾರೆ. ಸರ್ಕಾರದ ನಿರ್ಲಕ್ಷ್ಯ ಖಂಡನೀಯ ಎಂದರು. — [486, 1279, 696, 1321]
school-column-2 — [166, 750, 442, 850]
section-divider — [700, 856, 701, 1496]
jagir-story — [708, 1248, 916, 1496]
waqf-text: ವಿಧೇಯಕವನ್ನು ಪ್ರಶ್ನಿಸಿ ಕಾಂಗ್ರೆಸ್ ಸಂಸದರು ಸುಪ್ರೀಂಕೋರ್ಟ್‌ಗೆ ಅರ್ಜಿ ಸಲ್ಲಿಸಿದ್ದಾರೆ. ಸಂವಿಧಾನದ ಆರ್ಟಿಕಲ್ 14, 25, 26 ಹಾಗೂ 29ನೇ ವಿಧಿಗಳ ಉಲ್ಲಂಘನೆಯಾಗಿದೆ ಎಂದು ಅರ್ಜಿಯಲ್ಲಿ ಉಲ್ಲೇಖಿಸಲಾಗಿದೆ. ವಿಧೇಯಕ ರಾಜ್ಯಸಭೆಯಲ್ಲೂ ಅಂಗೀಕಾರಗೊಂಡಿದ್ದು, ರಾಷ್ಟ್ರಪತಿಗಳ ಅಂಕಿತಕ್ಕೆ ಕಳುಹಿಸಲಾಗಿದೆ. — [30, 1173, 240, 1215]
facebook-link[interactable]: facebook.com/Suddi Moola — [646, 68, 761, 78]
milk-headline-2: ನೀಡಲು ಕಲಬುರಗಿ ಒಕ್ಕೂಟ ನಿರ್ಧಾರ — [720, 141, 885, 157]
section-rule — [704, 1200, 918, 1201]
waqf-headline: ಸುಪ್ರೀಂಕೋರ್ಟ್ ಅಂಗಳಕ್ಕೆ ವಕ್ಫ್ ವಿವಾದ — [30, 1152, 184, 1166]
lokayukta-text: ಲಂಚ ಪಡೆಯುತ್ತಿದ್ದ ವೇಳೆ ಯಾದಗಿರಿ ಸಿಡಿಪಿಒ ಲೋಕಾಯುಕ್ತ ಪೊಲೀಸರ ಬಲೆಗೆ ಬಿದ್ದಿದ್ದು, ಅಂಗನವಾಡಿ ಸಹಾಯಕಿಯೊಬ್ಬರ ವೇತನ ಬಿಡುಗಡೆಗೆ ಲಂಚದ ಬೇಡಿಕೆ ಇಟ್ಟಿದ್ದರು. ಈ ಬಗ್ಗೆ ದೂರು ದಾಖಲಾದ ಹಿನ್ನೆಲೆಯಲ್ಲಿ ಕಾರ್ಯಾಚರಣೆ ನಡೆಸಿದ ಲೋಕಾಯುಕ್ತ ಅಧಿಕಾರಿಗಳು ಅಧಿಕಾರಿಯನ್ನು ವಶಕ್ಕೆ ಪಡೆದಿದ್ದಾರೆ. — [600, 566, 730, 641]
gazette-text-2: ಅದರ ದೀರ್ಘಕಾಲೀನ ಬೇಡಿಕೆಯನ್ನು ಈಡೇರಿಸಲು ತುಂಗಭದ್ರಾ ನದಿಯ ನೀರಿನ ಹಂಚಿಕೆ ಕುರಿತು ಗೆಜೆಟ್ ಅಧಿಸೂಚನೆ ಹೊರಡಿಸಬೇಕು ಎಂದು ರೈತ ಸಂಘ ಒತ್ತಾಯಿಸಿದೆ. ಕಾವೇರಿ, ಕೃಷ್ಣಾ, ಗೋದಾವರಿ ನದಿ ಜೋಡಣೆ ಸಂಬಂಧ ರಾಜ್ಯ ಸರ್ಕಾರ ಕೇಂದ್ರದ ಮೇಲೆ ಒತ್ತಡ ಹೇರಬೇಕು. ಯೋಜನೆಗೆ ಅಗತ್ಯ ಅನುದಾನ ಬಿಡುಗಡೆ ಮಾಡಬೇಕು ಎಂದು ಮನವಿ ಮಾಡಲಾಗಿದೆ. — [30, 1064, 240, 1117]
rain-headline: ಬಳಗಾನೂರು : ಮಳೆಗಾಳಿಗೆ ಭತ್ತದ ಬೆಳೆ ನಾಶ — [708, 1014, 883, 1028]
list-story — [486, 1006, 696, 1206]
mobile-story — [248, 1132, 478, 1496]
section-rule — [28, 506, 918, 507]
list-headline: ಸಂಭವನೀಯ ಪಟ್ಟಿ ಸಲ್ಲಿಕೆ! — [486, 986, 589, 1000]
sslc-text: ರಾಯಚೂರು ಜಿಲ್ಲೆಯಲ್ಲಿ ಏಪ್ರಿಲ್ 04ರ ಶುಕ್ರವಾರದಂದು ಜಿಲ್ಲೆಯ 97 ಕೇಂದ್ರಗಳಲ್ಲಿ ಹಿಂದಿ ಪರೀಕ್ಷೆ ನಡೆಯಿತು. ಒಟ್ಟು 31,471 ವಿದ್ಯಾರ್ಥಿಗಳ ಪೈಕಿ 30,239 ವಿದ್ಯಾರ್ಥಿಗಳು ಹಾಜರಾಗಿದ್ದು 1,232 ವಿದ್ಯಾರ್ಥಿಗಳು ಗೈರಾಗಿದ್ದಾರೆ ಎಂದು ಜಿಲ್ಲಾ ಉಪನಿರ್ದೇಶಕರು ತಿಳಿಸಿದ್ದಾರೆ. — [708, 918, 916, 960]
